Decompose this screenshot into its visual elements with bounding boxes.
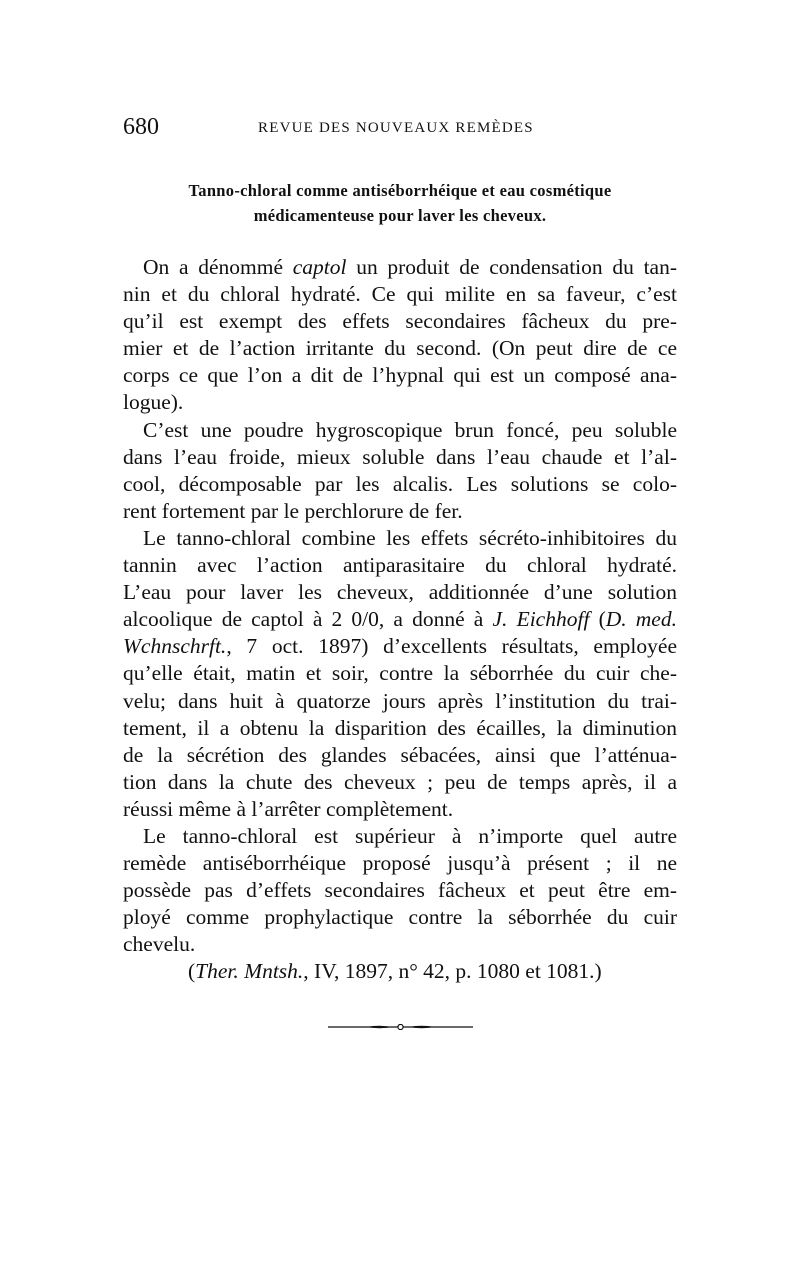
paragraph-3-line-2: tannin avec l’action antiparasitaire du chloral hydraté. — [123, 553, 677, 578]
term-captol: captol — [292, 255, 347, 279]
journal-reference: D. med. — [605, 607, 677, 632]
journal-title: REVUE DES NOUVEAUX REMÈDES — [258, 120, 534, 136]
paragraph-1-line-2: nin et du chloral hydraté. Ce qui milite en sa faveur, c’est — [123, 282, 677, 307]
paragraph-3-line-7: velu; dans huit à quatorze jours après l’institution du trai- — [123, 688, 677, 713]
paragraph-3-line-8: tement, il a obtenu la disparition des écailles, la diminution — [123, 715, 677, 740]
paragraph-3-line-10: tion dans la chute des cheveux ; peu de temps après, il a — [123, 769, 677, 794]
paragraph-1-line-3: qu’il est exempt des effets secondaires fâcheux du pre- — [123, 309, 677, 334]
paragraph-1-line-6: logue). — [123, 390, 184, 415]
paragraph-2-line-4: rent fortement par le perchlorure de fer. — [123, 498, 463, 523]
end-ornament-rule — [328, 1024, 473, 1030]
paragraph-1-line-4: mier et de l’action irritante du second. (On peut dire de ce — [123, 336, 677, 361]
paragraph-3-line-1: Le tanno-chloral combine les effets sécréto-inhibitoires du — [143, 525, 677, 550]
paragraph-1-line-5: corps ce que l’on a dit de l’hypnal qui est un composé ana- — [123, 363, 677, 388]
article-title-line-1: Tanno-chloral comme antiséborrhéique et eau cosmétique — [188, 181, 612, 200]
paragraph-3-line-5: Wchnschrft., 7 oct. 1897) d’excellents résultats, employée — [123, 634, 677, 659]
paragraph-4-line-4: ployé comme prophylactique contre la séborrhée du cuir — [123, 905, 677, 930]
paragraph-2-line-1: C’est une poudre hygroscopique brun foncé, peu soluble — [143, 417, 677, 442]
paragraph-2-line-3: cool, décomposable par les alcalis. Les solutions se colo- — [123, 471, 677, 496]
article-body — [123, 254, 677, 958]
paragraph-4-line-1: Le tanno-chloral est supérieur à n’importe quel autre — [143, 823, 677, 848]
paragraph-4-line-5: chevelu. — [123, 932, 196, 957]
citation-journal: Ther. Mntsh. — [195, 959, 304, 983]
paragraph-3-line-9: de la sécrétion des glandes sébacées, ainsi que l’atténua- — [123, 742, 677, 767]
paragraph-3-line-11: réussi même à l’arrêter complètement. — [123, 796, 454, 821]
journal-reference-continued: Wchnschrft. — [123, 634, 227, 659]
author-eichhoff: J. Eichhoff — [492, 607, 590, 632]
page-number: 680 — [123, 114, 159, 140]
paragraph-3-line-3: L’eau pour laver les cheveux, additionnée d’une solution — [123, 580, 677, 605]
paragraph-3-line-6: qu’elle était, matin et soir, contre la séborrhée du cuir che- — [123, 661, 677, 686]
article-title — [120, 178, 680, 228]
paragraph-4-line-3: possède pas d’effets secondaires fâcheux et peut être em- — [123, 878, 677, 903]
source-citation: (Ther. Mntsh., IV, 1897, n° 42, p. 1080 et 1081.) — [188, 959, 602, 983]
running-head — [123, 110, 683, 144]
paragraph-3-line-4: alcoolique de captol à 2 0/0, a donné à J. Eichhoff (D. med. — [123, 607, 677, 632]
paragraph-1-line-1: On a dénommé captol un produit de condensation du tan- — [143, 255, 677, 279]
article-title-line-2: médicamenteuse pour laver les cheveux. — [253, 206, 547, 225]
paragraph-2-line-2: dans l’eau froide, mieux soluble dans l’eau chaude et l’al- — [123, 444, 677, 469]
paragraph-4-line-2: remède antiséborrhéique proposé jusqu’à présent ; il ne — [123, 851, 677, 876]
